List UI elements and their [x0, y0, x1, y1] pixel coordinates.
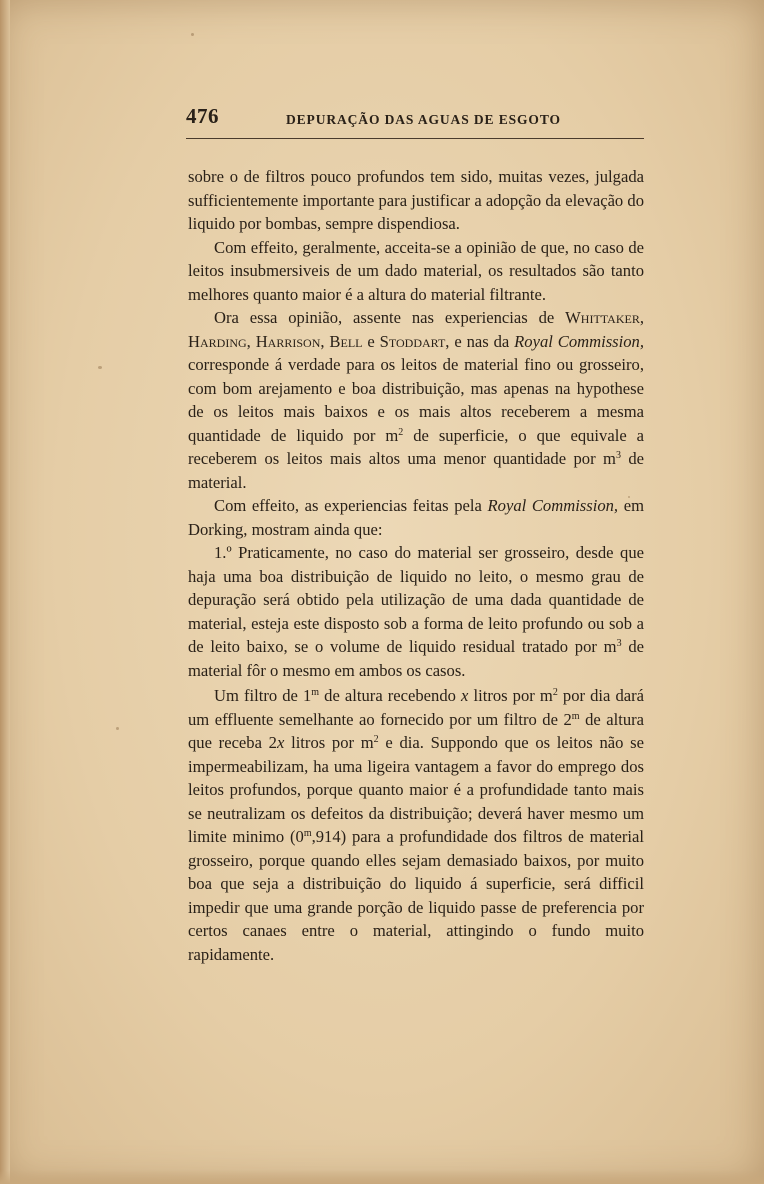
text-run: de altura recebendo — [319, 686, 462, 705]
paragraph-5 — [188, 541, 644, 682]
text-run: em Dorking, mostram ainda que: — [188, 496, 644, 539]
text-run: de superficie, o que equivale a receberem os leitos mais altos uma menor quantidade por m — [188, 425, 644, 468]
superscript: 2 — [552, 687, 558, 698]
text-run: , — [320, 331, 330, 351]
superscript: m — [311, 687, 320, 698]
page-header — [186, 104, 644, 139]
page-left-edge — [0, 0, 10, 1184]
body-text — [188, 165, 644, 966]
page-number: 476 — [186, 104, 219, 128]
text-run: ,914) para a profundidade dos filtros de material grosseiro, porque quando elles sejam demasiado baixos, por muito boa que seja a distribuição do liquido á superficie, será difficil impedir que uma grande porção de liquido passe de preferencia por certos canaes entre o material, attingindo o fundo muito rapidamente. — [188, 827, 644, 964]
text-run: 1.º Praticamente, no caso do material ser grosseiro, desde que haja uma boa distribuição de liquido no leito, o mesmo grau de depuração será obtido pela utilização de uma dada quantidade de material, esteja este disposto sob a forma de leito profundo ou sob a de leito baixo, se o volume de liquido residual tratado por m — [188, 543, 644, 656]
paragraph-4 — [188, 494, 644, 541]
superscript: 2 — [398, 426, 404, 438]
text-run: Com effeito, as experiencias feitas pela — [214, 496, 488, 515]
math-variable: x — [461, 686, 469, 705]
text-run: de altura que receba 2 — [188, 709, 645, 752]
paper-spot — [98, 366, 102, 369]
author-name: Harrison — [255, 331, 321, 351]
paragraph-6 — [188, 684, 644, 966]
paper-spot — [191, 33, 194, 36]
superscript: 3 — [616, 638, 622, 649]
italic-reference: Royal Commission, — [514, 331, 644, 351]
running-title: DEPURAÇÃO DAS AGUAS DE ESGOTO — [286, 112, 561, 127]
text-run: e — [362, 331, 380, 351]
text-run: de material. — [188, 449, 645, 492]
superscript: m — [303, 828, 312, 839]
text-run: , — [639, 308, 644, 327]
paragraph-1: sobre o de filtros pouco profundos tem sido, muitas vezes, julgada sufficientemente importante para justificar a adopção da elevação do liquido por bombas, sempre dispendiosa. — [188, 167, 644, 233]
paragraph-3 — [188, 306, 644, 494]
paragraph-2: Com effeito, geralmente, acceita-se a opinião de que, no caso de leitos insubmersiveis de um dado material, os resultados são tanto melhores quanto maior é a altura do material filtrante. — [188, 237, 644, 304]
superscript: m — [571, 710, 580, 722]
text-run: , e nas da — [445, 331, 515, 351]
text-run: Um filtro de 1 — [214, 686, 312, 705]
text-run: corresponde á verdade para os leitos de material fino ou grosseiro, com bom arejamento e boa distribuição, mas apenas na hypothese de os leitos mais baixos e os mais altos receberem a mesma quantidade de liquido por m — [188, 355, 644, 445]
text-run: , — [246, 331, 256, 351]
page-bottom-edge — [0, 1170, 764, 1184]
paper-spot — [116, 727, 119, 730]
text-run: litros por m — [468, 686, 553, 705]
text-run: litros por m — [284, 733, 374, 752]
text-run: e dia. Suppondo que os leitos não se impermeabilizam, ha uma ligeira vantagem a favor do emprego dos leitos profundos, porque quanto maior é a profundidade tanto mais se neutralizam os defeitos da distribuição; deverá haver mesmo um limite minimo (0 — [188, 733, 644, 846]
math-variable: x — [276, 733, 285, 752]
author-name: Harding — [188, 331, 247, 351]
author-name: Stoddart — [379, 331, 446, 351]
superscript: 2 — [373, 734, 379, 745]
author-name: Whittaker — [565, 308, 640, 327]
italic-reference: Royal Commission, — [487, 496, 619, 515]
text-run: por dia dará um effluente semelhante ao fornecido por um filtro de 2 — [188, 686, 645, 729]
text-run: Ora essa opinião, assente nas experiencias de — [214, 308, 566, 327]
superscript: 3 — [615, 450, 621, 461]
text-run: de material fôr o mesmo em ambos os casos. — [188, 637, 644, 680]
author-name: Bell — [329, 331, 363, 351]
